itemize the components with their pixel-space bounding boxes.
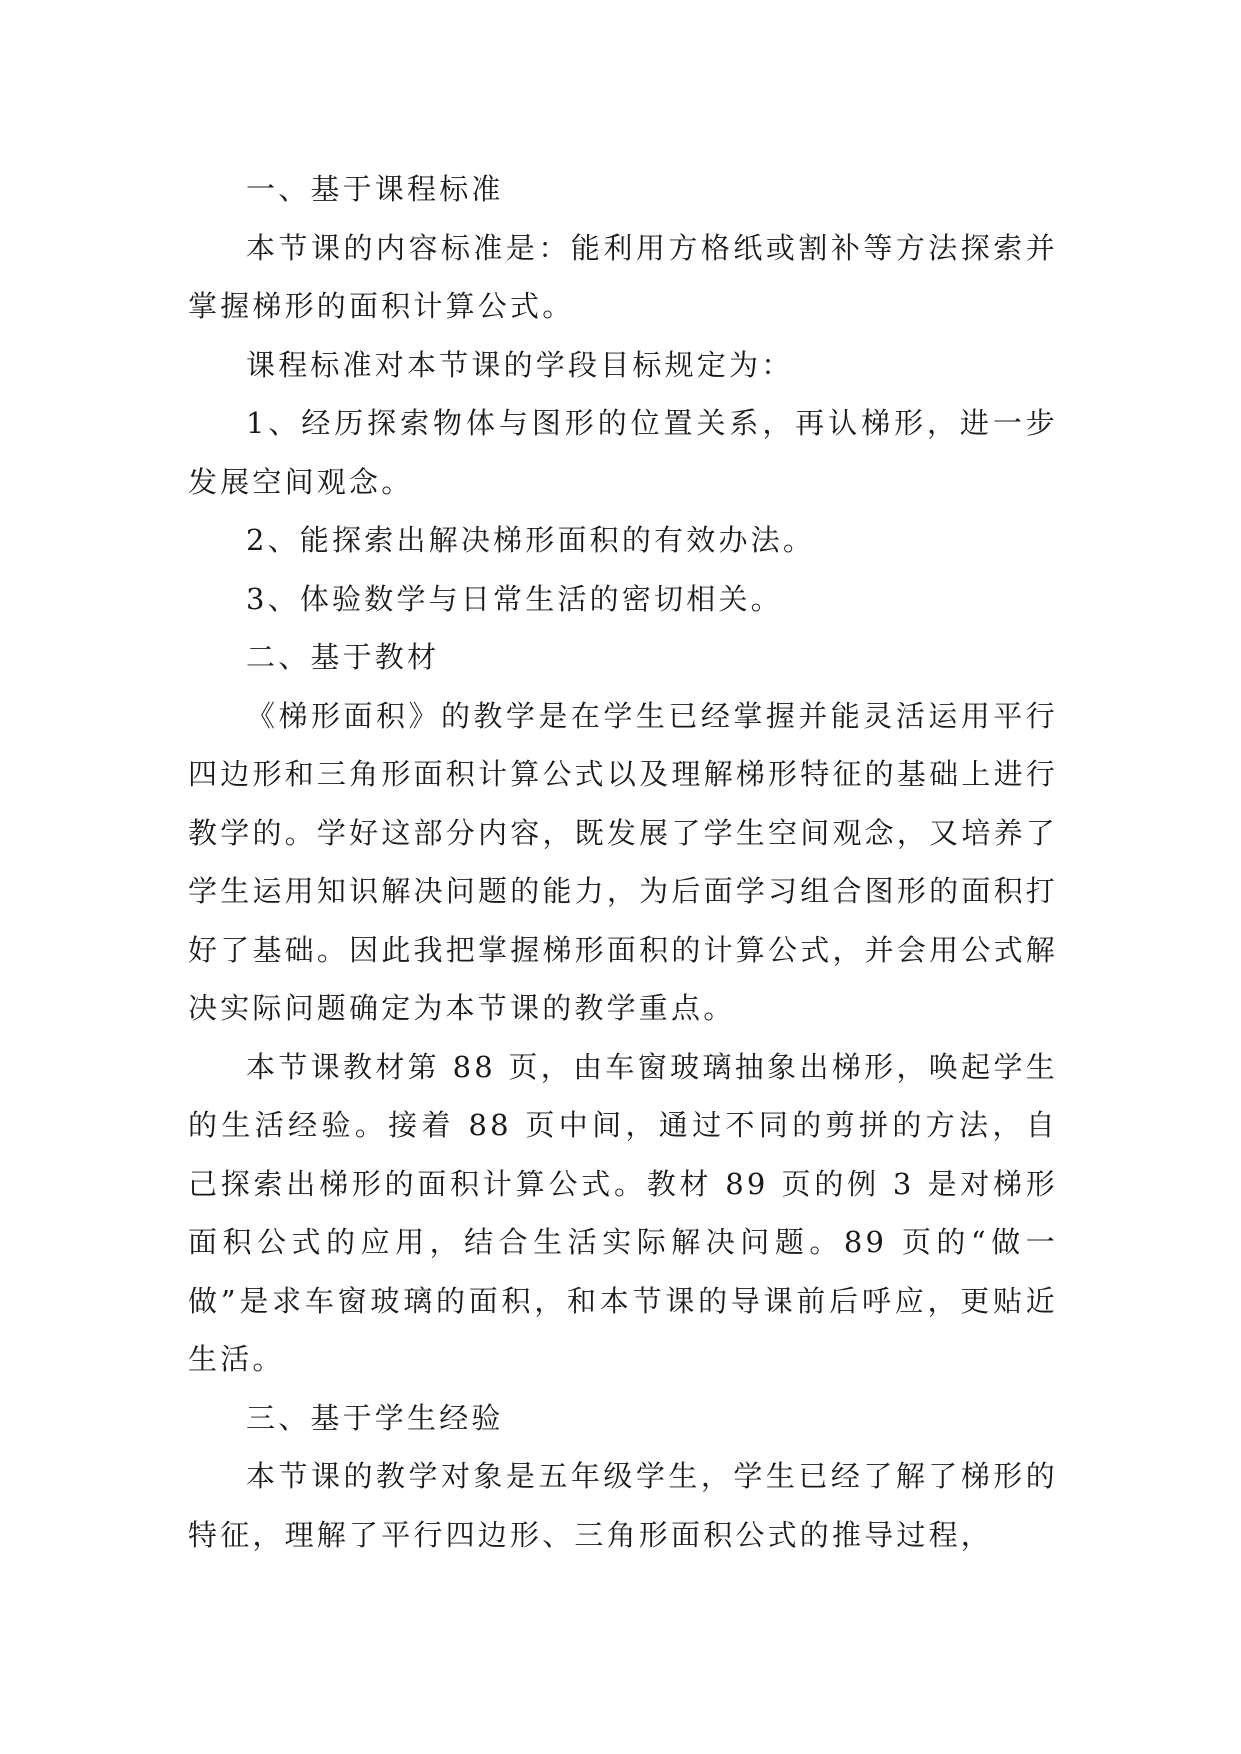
paragraph-student-analysis: 本节课的教学对象是五年级学生，学生已经了解了梯形的特征，理解了平行四边形、三角形面积公式的推导过程， [188,1459,1058,1552]
list-item-goal-2: 2、能探索出解决梯形面积的有效办法。 [246,523,816,557]
heading-student-experience: 三、基于学生经验 [246,1400,504,1435]
heading-textbook: 二、基于教材 [246,640,440,674]
paragraph-stage-goal-intro: 课程标准对本节课的学段目标规定为： [246,347,794,382]
document-page [188,160,1058,1564]
list-item-goal-3: 3、体验数学与日常生活的密切相关。 [246,581,783,616]
paragraph-content-standard: 本节课的内容标准是：能利用方格纸或割补等方法探索并掌握梯形的面积计算公式。 [188,230,1058,323]
heading-curriculum-standard: 一、基于课程标准 [246,172,504,206]
paragraph-textbook-analysis: 《梯形面积》的教学是在学生已经掌握并能灵活运用平行四边形和三角形面积计算公式以及理解梯形特征的基础上进行教学的。学好这部分内容，既发展了学生空间观念，又培养了学生运用知识解决问题的能力，为后面学习组合图形的面积打好了基础。因此我把掌握梯形面积的计算公式，并会用公式解决实际问题确定为本节课的教学重点。 [188,698,1058,1025]
list-item-goal-1: 1、经历探索物体与图形的位置关系，再认梯形，进一步发展空间观念。 [188,406,1058,499]
paragraph-textbook-pages: 本节课教材第 88 页，由车窗玻璃抽象出梯形，唤起学生的生活经验。接着 88 页中间，通过不同的剪拼的方法，自己探索出梯形的面积计算公式。教材 89 页的例 3 是对梯形面积公式的应用，结合生活实际解决问题。89 页的“做一做”是求车窗玻璃的面积，和本节课的导课前后呼应，更贴近生活。 [188,1049,1058,1376]
